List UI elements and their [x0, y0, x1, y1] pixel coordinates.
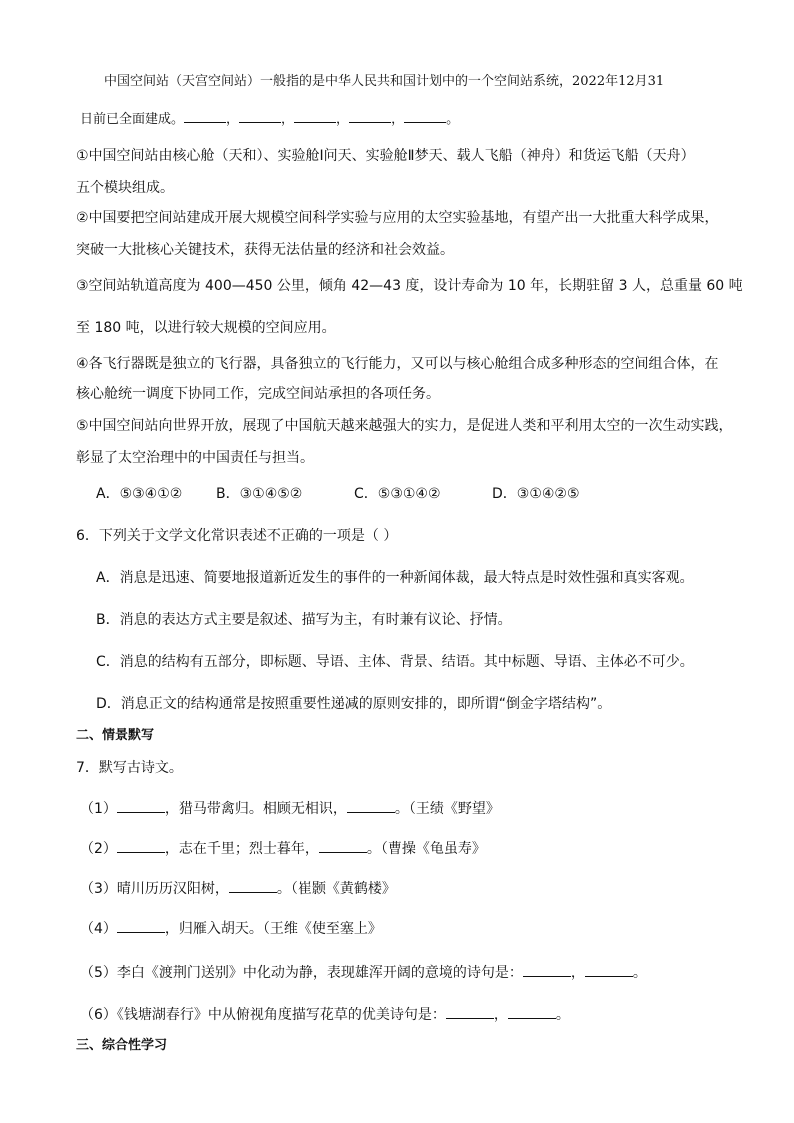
q6-option-d[interactable]: D．消息正文的结构通常是按照重要性递减的原则安排的，即所谓“倒金字塔结构”。 [96, 696, 612, 712]
answer-blank[interactable] [349, 108, 391, 123]
answer-blank[interactable] [117, 838, 165, 853]
answer-blank[interactable] [319, 838, 367, 853]
answer-blank[interactable] [508, 1004, 556, 1019]
statement-1-line-2: 五个模块组成。 [76, 180, 174, 196]
statement-3-line-1: ③空间站轨道高度为 400—450 公里，倾角 42—43 度，设计寿命为 10 年，长期驻留 3 人，总重量 60 吨 [76, 278, 743, 294]
intro-suffix: 。 [446, 112, 460, 127]
separator: ， [391, 112, 405, 127]
answer-blank[interactable] [294, 108, 336, 123]
statement-4-line-1: ④各飞行器既是独立的飞行器，具备独立的飞行能力，又可以与核心舱组合成多种形态的空间组合体，在 [76, 356, 719, 372]
answer-blank[interactable] [347, 798, 395, 813]
statement-2-line-2: 突破一大批核心关键技术，获得无法估量的经济和社会效益。 [76, 242, 454, 258]
answer-blank[interactable] [523, 962, 571, 977]
q5-option-c[interactable]: C．⑤③①④② [354, 486, 441, 502]
item-source: 。（王绩《野望》 [394, 801, 500, 817]
q7-item-5 [80, 962, 647, 983]
section-2-title: 二、情景默写 [76, 728, 155, 743]
q7-item-1 [80, 798, 500, 819]
separator: ， [336, 112, 350, 127]
intro-prefix: 日前已全面建成。 [80, 112, 185, 127]
statement-4-line-2: 核心舱统一调度下协同工作，完成空间站承担的各项任务。 [76, 386, 440, 402]
answer-blank[interactable] [404, 108, 446, 123]
item-source: 。（崔颢《黄鹤楼》 [276, 881, 396, 897]
item-text: （3）晴川历历汉阳树， [80, 881, 229, 897]
item-text: ，猎马带禽归。相顾无相识， [164, 801, 347, 817]
answer-blank[interactable] [117, 798, 165, 813]
q7-item-4 [80, 918, 382, 939]
answer-blank[interactable] [585, 962, 633, 977]
q6-option-c[interactable]: C．消息的结构有五部分，即标题、导语、主体、背景、结语。其中标题、导语、主体必不可少。 [96, 654, 694, 670]
q7-item-2 [80, 838, 486, 859]
separator: ， [226, 112, 240, 127]
item-text: （6）《钱塘湖春行》中从俯视角度描写花草的优美诗句是： [80, 1007, 446, 1023]
separator: ， [570, 965, 585, 981]
separator: ， [281, 112, 295, 127]
q7-item-3 [80, 878, 396, 899]
statement-1-line-1: ①中国空间站由核心舱（天和）、实验舱Ⅰ问天、实验舱Ⅱ梦天、载人飞船（神舟）和货运飞船（天舟） [76, 148, 695, 164]
answer-blank[interactable] [446, 1004, 494, 1019]
item-end: 。 [555, 1007, 570, 1023]
answer-blank[interactable] [239, 108, 281, 123]
q5-option-d[interactable]: D．③①④②⑤ [492, 486, 580, 502]
q7-stem: 7．默写古诗文。 [76, 760, 183, 776]
section-3-title: 三、综合性学习 [76, 1038, 168, 1053]
item-number: （4） [80, 921, 117, 937]
separator: ， [493, 1007, 508, 1023]
q6-option-b[interactable]: B．消息的表达方式主要是叙述、描写为主，有时兼有议论、抒情。 [96, 612, 512, 628]
statement-3-line-2: 至 180 吨，以进行较大规模的空间应用。 [76, 320, 336, 336]
answer-blank[interactable] [229, 878, 277, 893]
intro-line-1: 中国空间站（天宫空间站）一般指的是中华人民共和国计划中的一个空间站系统，2022年12月31 [104, 74, 665, 89]
item-text: （5）李白《渡荆门送别》中化动为静，表现雄浑开阔的意境的诗句是： [80, 965, 523, 981]
statement-2-line-1: ②中国要把空间站建成开展大规模空间科学实验与应用的太空实验基地，有望产出一大批重大科学成果， [76, 210, 719, 226]
intro-line-2 [80, 108, 459, 130]
item-end: 。 [632, 965, 647, 981]
q5-option-a[interactable]: A．⑤③④①② [96, 486, 183, 502]
item-source: ，归雁入胡天。（王维《使至塞上》 [164, 921, 382, 937]
answer-blank[interactable] [117, 918, 165, 933]
statement-5-line-2: 彰显了太空治理中的中国责任与担当。 [76, 450, 314, 466]
statement-5-line-1: ⑤中国空间站向世界开放，展现了中国航天越来越强大的实力，是促进人类和平利用太空的一次生动实践， [76, 418, 733, 434]
q6-stem: 6．下列关于文学文化常识表述不正确的一项是（ ） [76, 528, 398, 544]
q6-option-a[interactable]: A．消息是迅速、简要地报道新近发生的事件的一种新闻体裁，最大特点是时效性强和真实客观。 [96, 570, 694, 586]
item-text: ，志在千里；烈士暮年， [164, 841, 319, 857]
item-source: 。（曹操《龟虽寿》 [366, 841, 486, 857]
q7-item-6 [80, 1004, 570, 1025]
answer-blank[interactable] [184, 108, 226, 123]
item-number: （1） [80, 801, 117, 817]
q5-option-b[interactable]: B．③①④⑤② [216, 486, 303, 502]
item-number: （2） [80, 841, 117, 857]
